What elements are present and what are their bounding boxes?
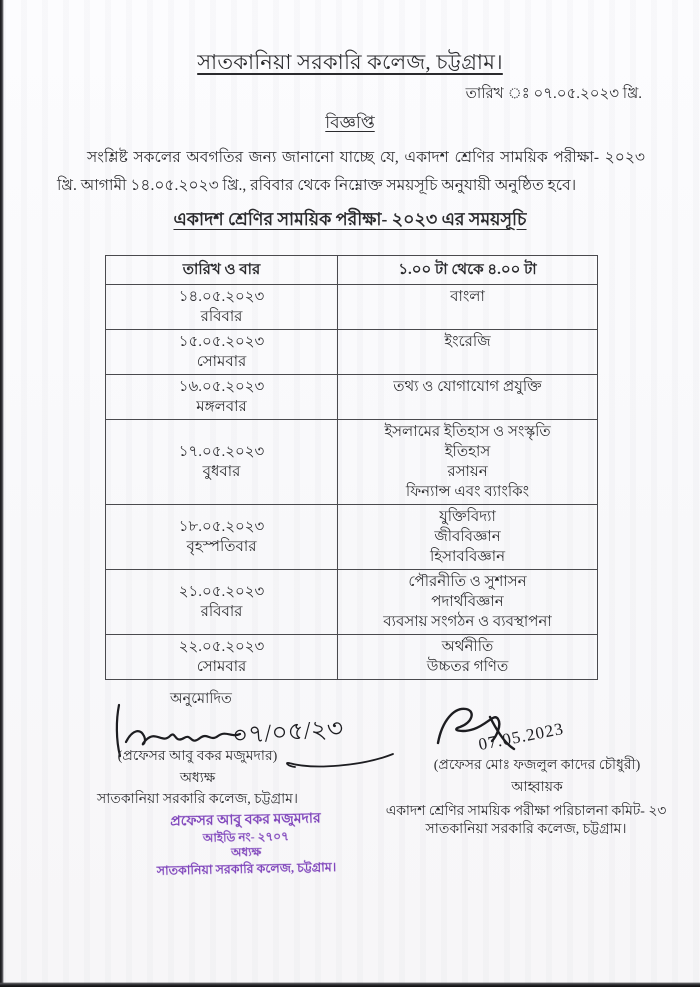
cell-subjects: তথ্য ও যোগাযোগ প্রযুক্তি — [338, 375, 598, 420]
header-date-day: তারিখ ও বার — [106, 256, 338, 285]
cell-date-day: ১৮.০৫.২০২৩ বৃহস্পতিবার — [106, 505, 338, 570]
table-row — [106, 570, 598, 635]
right-signatory-org: সাতকানিয়া সরকারি কলেজ, চট্টগ্রাম। — [425, 822, 627, 837]
right-signatory-committee: একাদশ শ্রেণির সাময়িক পরীক্ষা পরিচালনা কমিট- ২৩ — [385, 803, 667, 818]
cell-subjects: পৌরনীতি ও সুশাসন পদার্থবিজ্ঞান ব্যবসায় সংগঠন ও ব্যবস্থাপনা — [338, 570, 598, 635]
schedule-table-body — [106, 285, 598, 680]
college-title-text: সাতকানিয়া সরকারি কলেজ, চট্টগ্রাম। — [197, 50, 503, 74]
left-signatory-name: (প্রফেসর আবু বকর মজুমদার) — [117, 749, 278, 764]
table-row — [106, 375, 598, 420]
cell-date-day: ২১.০৫.২০২৩ রবিবার — [106, 570, 338, 635]
right-signatory-title: আহ্বায়ক — [511, 780, 563, 795]
notice-label-text: বিজ্ঞপ্তি — [325, 113, 375, 132]
schedule-heading — [0, 207, 700, 236]
approved-label: অনুমোদিত — [170, 691, 232, 707]
stamp-id: আইডি নং- ২৭০৭ — [202, 829, 289, 845]
table-row — [106, 635, 598, 680]
left-signature-date-handwritten: ০৭/০৫/২৩ — [231, 715, 345, 750]
table-row — [106, 330, 598, 375]
table-header-row — [106, 256, 598, 285]
left-signatory-title: অধ্যক্ষ — [179, 771, 216, 786]
scan-edge-left — [0, 0, 4, 987]
principal-stamp — [117, 809, 374, 879]
cell-subjects: বাংলা — [338, 285, 598, 330]
date-line: তারিখ ঃ ০৭.০৫.২০২৩ খ্রি. — [465, 86, 642, 102]
cell-date-day: ১৬.০৫.২০২৩ মঙ্গলবার — [106, 375, 338, 420]
stamp-name: প্রফেসর আবু বকর মজুমদার — [170, 811, 321, 830]
table-row — [106, 420, 598, 505]
cell-subjects: অর্থনীতি উচ্চতর গণিত — [338, 635, 598, 680]
cell-subjects: ইসলামের ইতিহাস ও সংস্কৃতি ইতিহাস রসায়ন ফিন্যান্স এবং ব্যাংকিং — [338, 420, 598, 505]
exam-schedule-table — [105, 255, 598, 680]
table-row — [106, 505, 598, 570]
right-signatory-name: (প্রফেসর মোঃ ফজলুল কাদের চৌধুরী) — [433, 758, 641, 773]
cell-date-day: ১৪.০৫.২০২৩ রবিবার — [106, 285, 338, 330]
notice-label — [0, 110, 700, 138]
stamp-org: সাতকানিয়া সরকারি কলেজ, চট্টগ্রাম। — [156, 859, 337, 878]
body-paragraph: সংশ্লিষ্ট সকলের অবগতির জন্য জানানো যাচ্ছে যে, একাদশ শ্রেণির সাময়িক পরীক্ষা- ২০২৩ খ্রি. আগামী ১৪.০৫.২০২৩ খ্রি., রবিবার থেকে নিম্নোক্ত সময়সূচি অনুযায়ী অনুষ্ঠিত হবে। — [57, 149, 645, 194]
right-signature-date-handwritten: 07.05.2023 — [476, 718, 566, 755]
cell-date-day: ১৫.০৫.২০২৩ সোমবার — [106, 330, 338, 375]
cell-subjects: যুক্তিবিদ্যা জীববিজ্ঞান হিসাববিজ্ঞান — [338, 505, 598, 570]
cell-subjects: ইংরেজি — [338, 330, 598, 375]
table-row — [106, 285, 598, 330]
left-signatory-org: সাতকানিয়া সরকারি কলেজ, চট্টগ্রাম। — [97, 792, 298, 807]
stamp-title: অধ্যক্ষ — [230, 844, 262, 860]
college-title — [0, 46, 700, 81]
cell-date-day: ১৭.০৫.২০২৩ বুধবার — [106, 420, 338, 505]
cell-date-day: ২২.০৫.২০২৩ সোমবার — [106, 635, 338, 680]
scan-edge-bottom — [0, 982, 700, 987]
schedule-heading-text: একাদশ শ্রেণির সাময়িক পরীক্ষা- ২০২৩ এর সময়সূচি — [173, 209, 527, 229]
header-time-slot: ১.০০ টা থেকে ৪.০০ টা — [338, 256, 598, 285]
